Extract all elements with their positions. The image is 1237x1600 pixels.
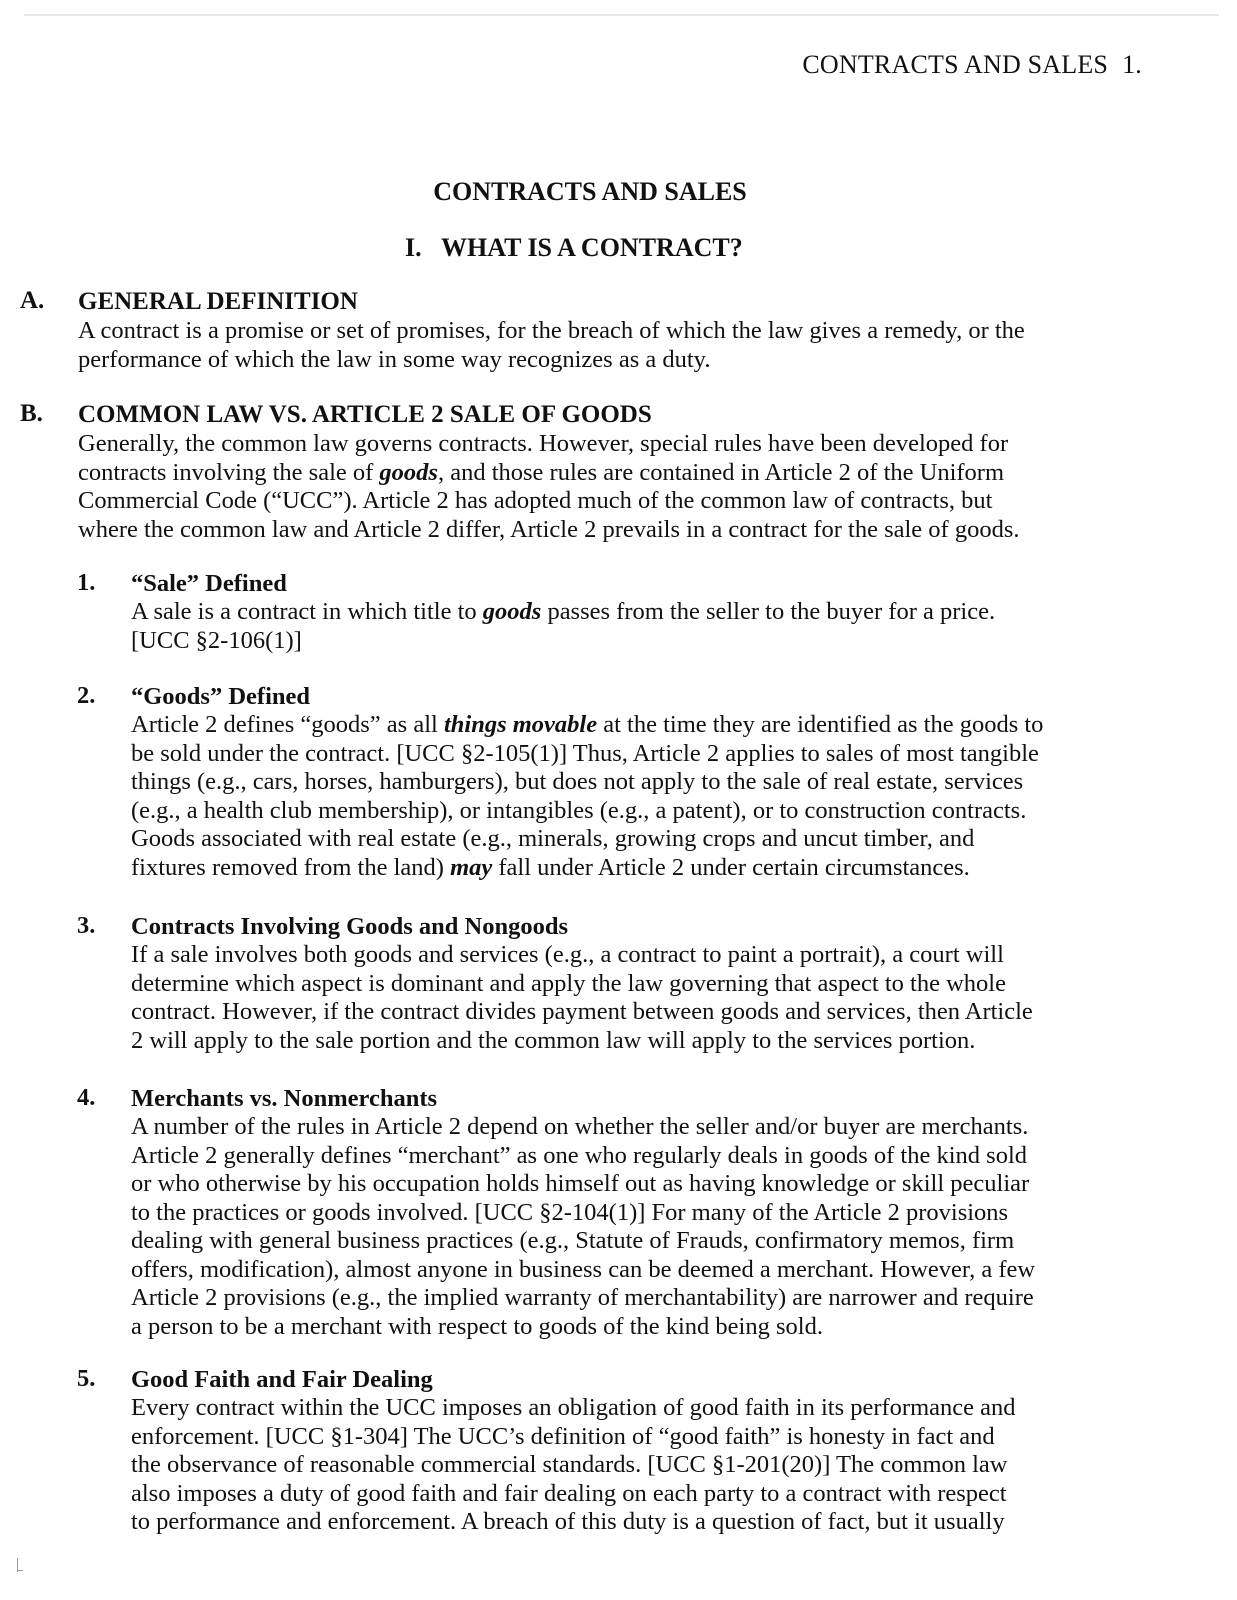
text-line: to performance and enforcement. A breach of this duty is a question of fact, but it usually — [131, 1508, 1005, 1535]
item-merchants — [77, 1084, 1157, 1341]
text-line: or who otherwise by his occupation holds himself out as having knowledge or skill peculiar — [131, 1170, 1030, 1197]
top-rule — [24, 14, 1219, 16]
text-line: 2 will apply to the sale portion and the common law will apply to the services portion. — [131, 1026, 976, 1054]
item-number: 4. — [77, 1084, 96, 1111]
text-line: Commercial Code (“UCC”). Article 2 has adopted much of the common law of contracts, but — [78, 487, 993, 514]
item-number: 5. — [77, 1365, 96, 1392]
text-line: also imposes a duty of good faith and fair dealing on each party to a contract with respect — [131, 1479, 1007, 1507]
text-line: to the practices or goods involved. [UCC §2-104(1)] For many of the Article 2 provisions — [131, 1198, 1009, 1226]
section-text — [78, 317, 1155, 374]
text-line: If a sale involves both goods and services (e.g., a contract to paint a portrait), a court will — [131, 941, 1004, 968]
page-number: 1. — [1122, 50, 1142, 79]
text-line: determine which aspect is dominant and apply the law governing that aspect to the whole — [131, 969, 1006, 997]
text-line: be sold under the contract. [UCC §2-105(1)] Thus, Article 2 applies to sales of most tangible — [131, 739, 1039, 767]
chapter-numeral: I. — [405, 233, 422, 262]
item-text — [131, 711, 1157, 882]
section-letter: A. — [20, 287, 45, 314]
text-line: a person to be a merchant with respect to goods of the kind being sold. — [131, 1312, 823, 1340]
item-goods-and-nongoods — [77, 912, 1157, 1055]
text-line: Article 2 defines “goods” as all things movable at the time they are identified as the goods to — [131, 711, 1044, 738]
text-line: where the common law and Article 2 differ, Article 2 prevails in a contract for the sale of goods. — [78, 515, 1020, 543]
section-a — [20, 287, 1155, 374]
section-letter: B. — [20, 400, 43, 427]
text-line: A number of the rules in Article 2 depend on whether the seller and/or buyer are merchants. — [131, 1113, 1029, 1140]
text-line: things (e.g., cars, horses, hamburgers), but does not apply to the sale of real estate, services — [131, 768, 1024, 795]
text-line: (e.g., a health club membership), or intangibles (e.g., a patent), or to construction contracts. — [131, 796, 1027, 824]
text-line: contracts involving the sale of goods, and those rules are contained in Article 2 of the Uniform — [78, 458, 1005, 486]
item-number: 3. — [77, 912, 96, 939]
section-title: COMMON LAW VS. ARTICLE 2 SALE OF GOODS — [78, 401, 652, 428]
item-title: “Goods” Defined — [131, 683, 311, 710]
item-text — [131, 598, 1157, 655]
text-line: Every contract within the UCC imposes an obligation of good faith in its performance and — [131, 1394, 1016, 1421]
text-line: [UCC §2-106(1)] — [131, 626, 302, 654]
item-number: 1. — [77, 569, 96, 596]
item-title: “Sale” Defined — [131, 570, 287, 597]
section-text — [78, 430, 1155, 544]
section-title: GENERAL DEFINITION — [78, 288, 358, 315]
text-line: the observance of reasonable commercial standards. [UCC §1-201(20)] The common law — [131, 1451, 1008, 1478]
scan-mark — [17, 1558, 18, 1572]
text-line: contract. However, if the contract divides payment between goods and services, then Article — [131, 998, 1033, 1025]
item-text — [131, 1394, 1157, 1537]
item-good-faith — [77, 1365, 1157, 1537]
item-sale-defined — [77, 569, 1157, 655]
item-title: Merchants vs. Nonmerchants — [131, 1085, 438, 1112]
chapter-title — [405, 233, 743, 263]
text-line: Goods associated with real estate (e.g., minerals, growing crops and uncut timber, and — [131, 825, 975, 852]
text-line: A sale is a contract in which title to goods passes from the seller to the buyer for a price. — [131, 598, 996, 625]
running-head — [802, 50, 1142, 80]
text-line: Article 2 generally defines “merchant” as one who regularly deals in goods of the kind sold — [131, 1141, 1028, 1169]
text-line: enforcement. [UCC §1-304] The UCC’s definition of “good faith” is honesty in fact and — [131, 1422, 995, 1450]
item-text — [131, 1113, 1157, 1341]
item-number: 2. — [77, 682, 96, 709]
text-line: offers, modification), almost anyone in business can be deemed a merchant. However, a few — [131, 1255, 1036, 1283]
item-text — [131, 941, 1157, 1055]
text-line: A contract is a promise or set of promises, for the breach of which the law gives a remedy, or the — [78, 317, 1025, 344]
text-line: fixtures removed from the land) may fall under Article 2 under certain circumstances. — [131, 853, 970, 881]
item-title: Contracts Involving Goods and Nongoods — [131, 913, 569, 940]
text-line: performance of which the law in some way recognizes as a duty. — [78, 345, 711, 373]
main-title: CONTRACTS AND SALES — [433, 177, 747, 206]
text-line: dealing with general business practices (e.g., Statute of Frauds, confirmatory memos, firm — [131, 1227, 1015, 1254]
text-line: Article 2 provisions (e.g., the implied warranty of merchantability) are narrower and require — [131, 1284, 1034, 1311]
chapter-title-text: WHAT IS A CONTRACT? — [441, 233, 743, 262]
section-b — [20, 400, 1155, 544]
item-title: Good Faith and Fair Dealing — [131, 1366, 433, 1393]
running-head-title: CONTRACTS AND SALES — [802, 50, 1109, 79]
item-goods-defined — [77, 682, 1157, 882]
text-line: Generally, the common law governs contracts. However, special rules have been developed for — [78, 430, 1009, 457]
